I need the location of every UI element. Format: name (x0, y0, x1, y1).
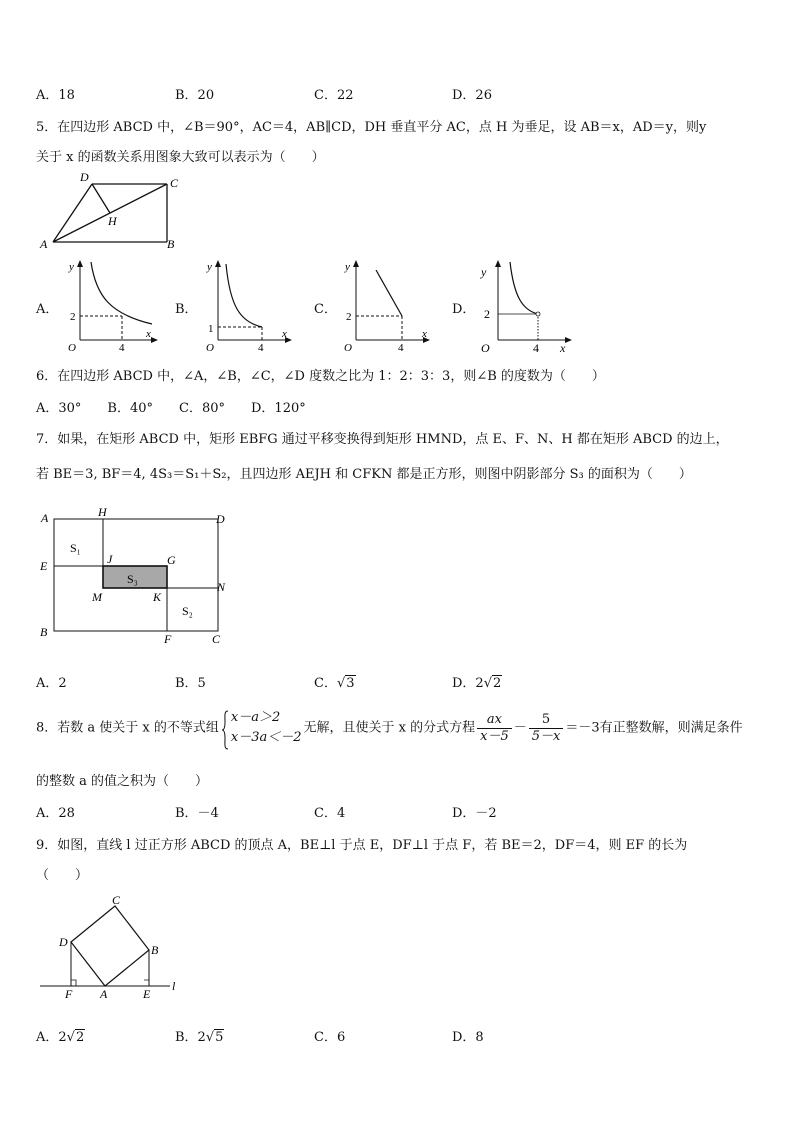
q5-label-a: A (40, 237, 48, 251)
svg-text:x: x (282, 328, 287, 340)
q5-label-d: D (80, 170, 89, 184)
q5-stem-line2: 关于 x 的函数关系用图象大致可以表示为（ ） (36, 150, 325, 165)
svg-text:x: x (146, 328, 151, 340)
svg-text:4: 4 (119, 342, 125, 352)
svg-text:y: y (69, 261, 74, 273)
q7-stem-line1: 7．如果，在矩形 ABCD 中，矩形 EBFG 通过平移变换得到矩形 HMND，点 E、F、N、H 都在矩形 ABCD 的边上， (36, 432, 729, 447)
svg-text:x: x (560, 341, 566, 355)
q7-stem-line2: 若 BE＝3, BF＝4, 4S₃＝S₁＋S₂，且四边形 AEJH 和 CFKN 都是正方形，则图中阴影部分 S₃ 的面积为（ ） (36, 467, 692, 482)
q5-graph-b (198, 256, 298, 352)
svg-text:M: M (92, 590, 102, 604)
q5-graph-d (476, 256, 580, 356)
svg-text:H: H (98, 505, 107, 519)
svg-text:F: F (164, 632, 172, 646)
q9-square-figure (36, 894, 196, 1004)
q5-option-c: C． (314, 302, 337, 317)
svg-text:E: E (40, 559, 48, 573)
q5-option-d: D． (452, 302, 476, 317)
svg-text:S₂: S₂ (182, 604, 193, 618)
svg-text:1: 1 (208, 323, 214, 335)
q5-option-a: A． (36, 302, 59, 317)
svg-text:O: O (68, 342, 76, 352)
q6-options: A．30° B．40° C．80° D．120° (36, 401, 306, 416)
q9-stem-line2: （ ） (36, 868, 89, 883)
q5-label-c: C (170, 176, 179, 190)
q8-stem-line2: 的整数 a 的值之积为（ ） (36, 774, 209, 789)
q5-label-b: B (167, 237, 175, 251)
q8-fraction-2: $\frac{5}{5-x}$ (529, 712, 564, 745)
q9-option-a: A．2√2 (36, 1030, 85, 1045)
q5-option-b: B． (175, 302, 198, 317)
svg-text:2: 2 (346, 311, 352, 323)
q8-fraction-1: $\frac{ax}{x-5}$ (477, 712, 512, 745)
q4-option-c: C．22 (314, 88, 354, 103)
q9-option-b: B．2√5 (175, 1030, 224, 1045)
q9-stem-line1: 9．如图，直线 l 过正方形 ABCD 的顶点 A，BE⊥l 于点 E，DF⊥l 于点 F，若 BE＝2，DF＝4，则 EF 的长为 (36, 838, 688, 853)
q8-inequality-system: x－a＞2 x－3a＜－2 (221, 708, 302, 748)
svg-text:A: A (41, 511, 49, 525)
svg-text:2: 2 (70, 311, 76, 323)
q4-option-a: A．18 (36, 88, 75, 103)
q8-option-c: C．4 (314, 806, 346, 821)
q4-option-d: D．26 (452, 88, 492, 103)
q5-quadrilateral-figure (36, 170, 196, 254)
svg-text:B: B (40, 625, 48, 639)
svg-text:O: O (344, 342, 352, 352)
svg-text:4: 4 (258, 342, 264, 352)
svg-text:C: C (112, 894, 121, 907)
svg-text:O: O (206, 342, 214, 352)
svg-text:E: E (143, 987, 151, 1001)
q9-option-d: D．8 (452, 1030, 484, 1045)
svg-text:D: D (216, 512, 225, 526)
svg-text:A: A (100, 987, 108, 1001)
q5-label-h: H (108, 214, 117, 228)
svg-text:C: C (212, 632, 221, 646)
q6-stem: 6．在四边形 ABCD 中，∠A，∠B，∠C，∠D 度数之比为 1：2：3：3，则∠B 的度数为（ ） (36, 369, 605, 384)
svg-text:O: O (481, 341, 490, 355)
svg-text:S₁: S₁ (70, 541, 81, 555)
svg-text:G: G (167, 553, 176, 567)
q4-option-b: B．20 (175, 88, 215, 103)
q8-option-a: A．28 (36, 806, 75, 821)
svg-text:y: y (481, 265, 487, 279)
svg-text:x: x (422, 328, 427, 340)
svg-text:J: J (107, 552, 113, 566)
svg-text:4: 4 (533, 341, 539, 355)
q7-option-d: D．2√2 (452, 676, 502, 691)
q7-rectangle-figure (36, 502, 236, 650)
q7-option-a: A．2 (36, 676, 67, 691)
svg-text:K: K (153, 590, 162, 604)
svg-text:y: y (345, 261, 350, 273)
svg-text:2: 2 (484, 307, 490, 321)
q9-option-c: C．6 (314, 1030, 346, 1045)
svg-text:4: 4 (398, 342, 404, 352)
q8-option-d: D．－2 (452, 806, 497, 821)
q5-graph-c (336, 256, 436, 352)
svg-text:S₃: S₃ (127, 572, 138, 586)
svg-text:l: l (172, 979, 176, 993)
q5-stem-line1: 5．在四边形 ABCD 中，∠B＝90°，AC＝4，AB∥CD，DH 垂直平分 AC，点 H 为垂足，设 AB＝x，AD＝y，则y (36, 120, 707, 135)
q8-stem-line1: 8．若数 a 使关于 x 的不等式组 x－a＞2 x－3a＜－2 无解，且使关于 x 的分式方程 $\frac{ax}{x-5}$ － $\frac{5}{5-x}$ ＝－3有正整数解，则满足条件 (36, 708, 743, 748)
svg-text:F: F (65, 987, 73, 1001)
svg-text:D: D (59, 935, 68, 949)
q7-option-c: C．√3 (314, 676, 355, 691)
svg-text:B: B (151, 943, 159, 957)
svg-text:y: y (207, 261, 212, 273)
svg-text:N: N (217, 580, 226, 594)
q5-graph-a (60, 256, 160, 352)
q8-option-b: B．－4 (175, 806, 219, 821)
q7-option-b: B．5 (175, 676, 206, 691)
